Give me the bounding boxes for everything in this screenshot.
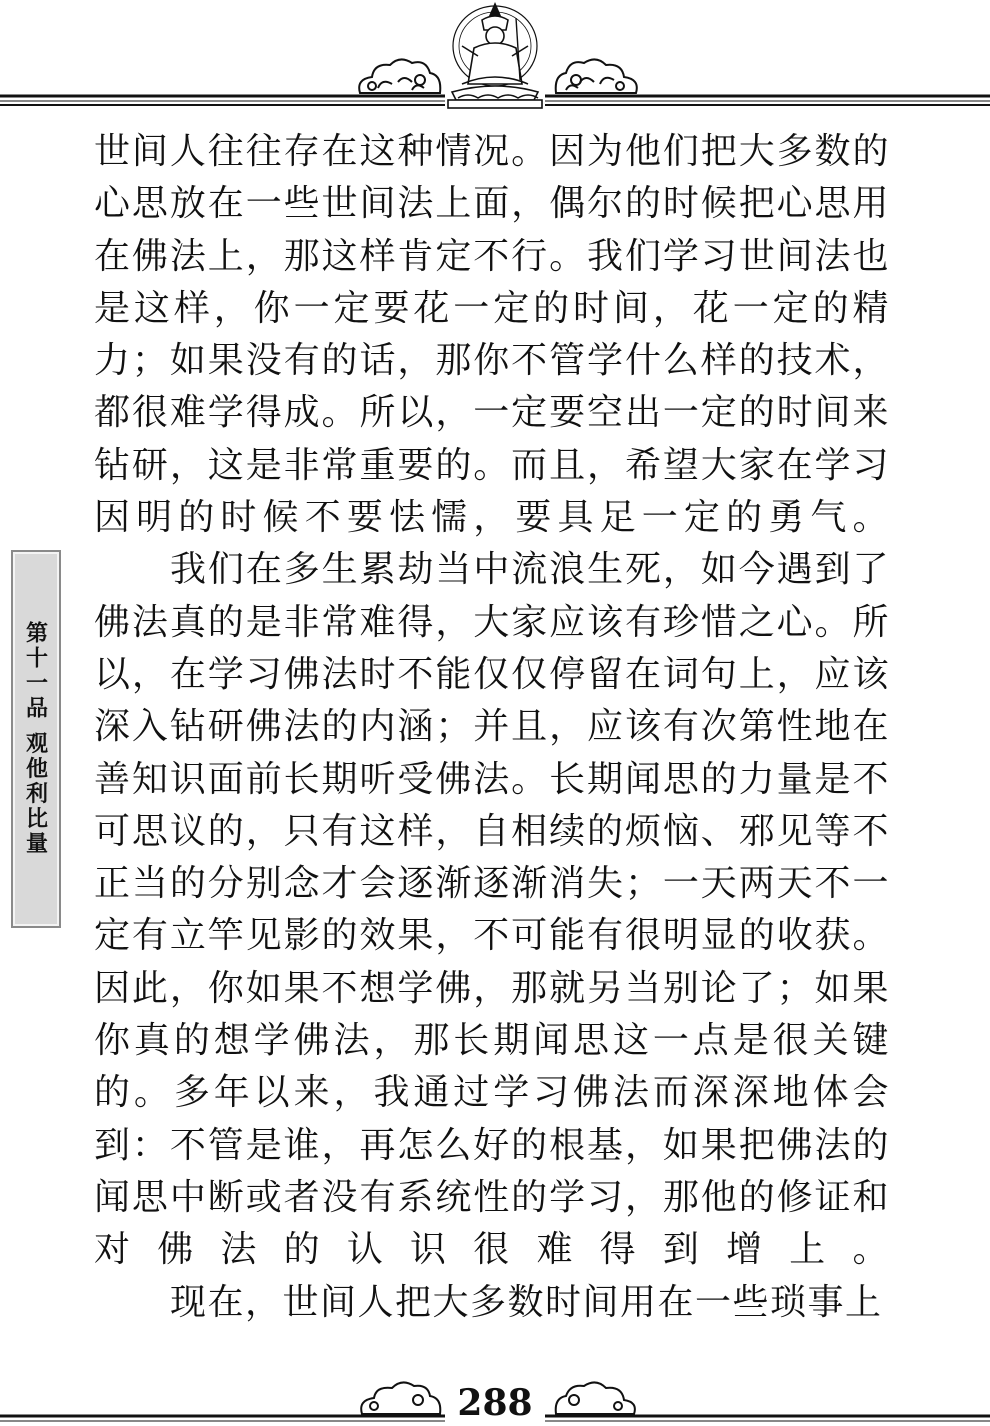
page-number: 288 bbox=[457, 1382, 533, 1424]
chapter-side-tab-label: 第十一品 观他利比量 bbox=[22, 621, 49, 857]
paragraph-1: 世间人往往存在这种情况。因为他们把大多数的心思放在一些世间法上面，偶尔的时候把心思用在佛法上，那这样肯定不行。我们学习世间法也是这样，你一定要花一定的时间，花一定的精力；如果没有的话，那你不管学什么样的技术，都很难学得成。所以，一定要空出一定的时间来钻研，这是非常重要的。而且，希望大家在学习因明的时候不要怯懦，要具足一定的勇气。 bbox=[94, 131, 890, 539]
padmasambhava-figure-icon bbox=[448, 4, 542, 108]
auspicious-cloud-icon bbox=[556, 59, 637, 93]
auspicious-cloud-icon bbox=[359, 59, 440, 93]
auspicious-cloud-icon bbox=[361, 1382, 440, 1414]
paragraph-2: 我们在多生累劫当中流浪生死，如今遇到了佛法真的是非常难得，大家应该有珍惜之心。所以，在学习佛法时不能仅仅停留在词句上，应该深入钻研佛法的内涵；并且，应该有次第性地在善知识面前长期听受佛法。长期闻思的力量是不可思议的，只有这样，自相续的烦恼、邪见等不正当的分别念才会逐渐逐渐消失；一天两天不一定有立竿见影的效果，不可能有很明显的收获。因此，你如果不想学佛，那就另当别论了；如果你真的想学佛法，那长期闻思这一点是很关键的。多年以来，我通过学习佛法而深深地体会到：不管是谁，再怎么好的根基，如果把佛法的闻思中断或者没有系统性的学习，那他的修证和对佛法的认识很难得到增上。 bbox=[94, 549, 890, 1271]
auspicious-cloud-icon bbox=[556, 1382, 635, 1414]
paragraph-3: 现在，世间人把大多数时间用在一些琐事上 bbox=[170, 1281, 883, 1323]
page-header bbox=[0, 0, 990, 115]
chapter-side-tab bbox=[11, 550, 61, 928]
header-ornament bbox=[0, 0, 990, 115]
body-text bbox=[94, 126, 890, 1329]
